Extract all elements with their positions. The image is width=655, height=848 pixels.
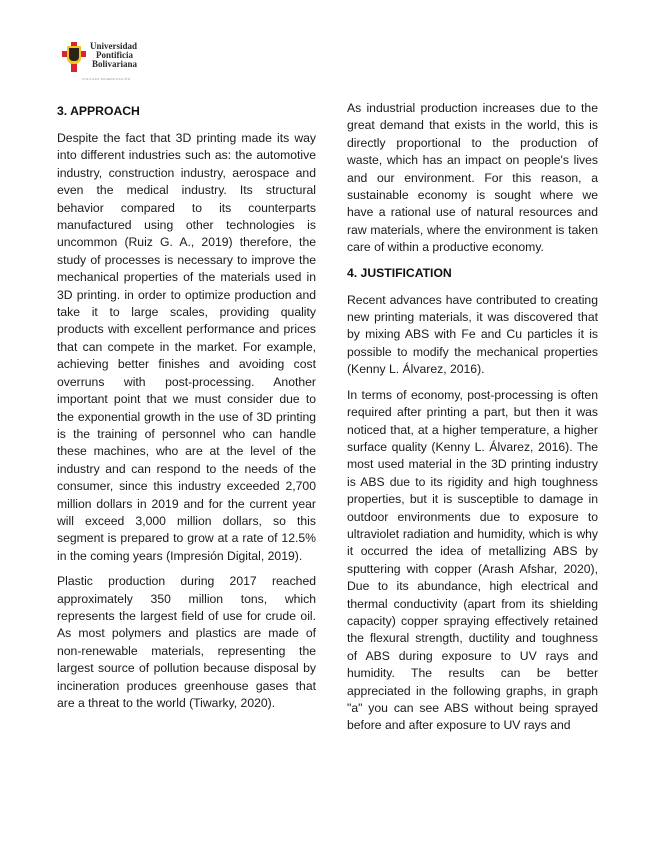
left-column (57, 100, 316, 720)
paragraph-justification-1: Recent advances have contributed to creating new printing materials, it was discovered that by mixing ABS with Fe and Cu particles it is possible to modify the mechanical properties (Kenny L. Álvarez, 2016). (347, 292, 598, 377)
logo-line-2: Pontificia (96, 50, 133, 60)
right-column (347, 100, 598, 743)
paragraph-justification-2: In terms of economy, post-processing is often required after printing a part, but then it was noticed that, at a higher temperature, a higher surface quality (Kenny L. Álvarez, 2016). The most used material in the 3D printing industry is ABS due to its rigidity and high toughness properties, but it is susceptible to damage in outdoor environments due to exposure to ultraviolet radiation and humidity, which is why it occurred the idea of metallizing ABS by sputtering with copper (Arash Afshar, 2020), Due to its abundance, high electrical and thermal conductivity (apart from its shielding capacity) copper spraying effectively retained the flexural strength, ductility and toughness of ABS during exposure to UV rays and humidity. The results can be better appreciated in the following graphs, in graph "a" you can see ABS without being sprayed before and after exposure to UV rays and (347, 387, 598, 733)
paragraph-approach-2: Plastic production during 2017 reached approximately 350 million tons, which represents the largest field of use for crude oil. As most polymers and plastics are made of non-renewable materials, representing the largest source of pollution because disposal by incineration produces greenhouse gases that are a threat to the world (Tiwarky, 2020). (57, 574, 316, 710)
section-heading-justification: 4. JUSTIFICATION (347, 265, 452, 280)
university-logo (62, 42, 137, 72)
paragraph-industrial-production: As industrial production increases due to the great demand that exists in the world, this is directly proportional to the production of waste, which has an impact on people's lives and our environment. For this reason, a sustainable economy is sought where we have a rational use of natural resources and raw materials, where the environment is taken care of within a productive economy. (347, 101, 598, 255)
paragraph-approach-1: Despite the fact that 3D printing made its way into different industries such as: the automotive industry, construction industry, aerospace and even the medical industry. Its structural behavior compared to its counterparts manufactured using other technologies is uncommon (Ruiz G. A., 2019) therefore, the study of processes is necessary to improve the mechanical properties of the materials used in 3D printing. in order to optimize production and take it to large scales, providing quality products with excellent performance and prices that can compete in the market. For example, achieving better finishes and avoiding cost overruns with post-processing. Another important point that we must consider due to the exponential growth in the use of 3D printing is the training of personnel who can handle these machines, who are at the level of the industry and can respond to the needs of the consumer, since this industry exceeded 2,700 million dollars in 2019 and for the current year will exceed 3,000 million dollars, so this segment is prepared to grow at a rate of 12.5% in the coming years (Impresión Digital, 2019). (57, 131, 316, 563)
university-crest-icon (62, 42, 86, 72)
logo-line-1: Universidad (90, 41, 138, 51)
logo-wordmark (90, 42, 137, 69)
logo-subtitle: VIGILADA MINEDUCACIÓN (82, 77, 131, 81)
section-heading-approach: 3. APPROACH (57, 104, 140, 118)
logo-line-3: Bolivariana (92, 59, 138, 69)
